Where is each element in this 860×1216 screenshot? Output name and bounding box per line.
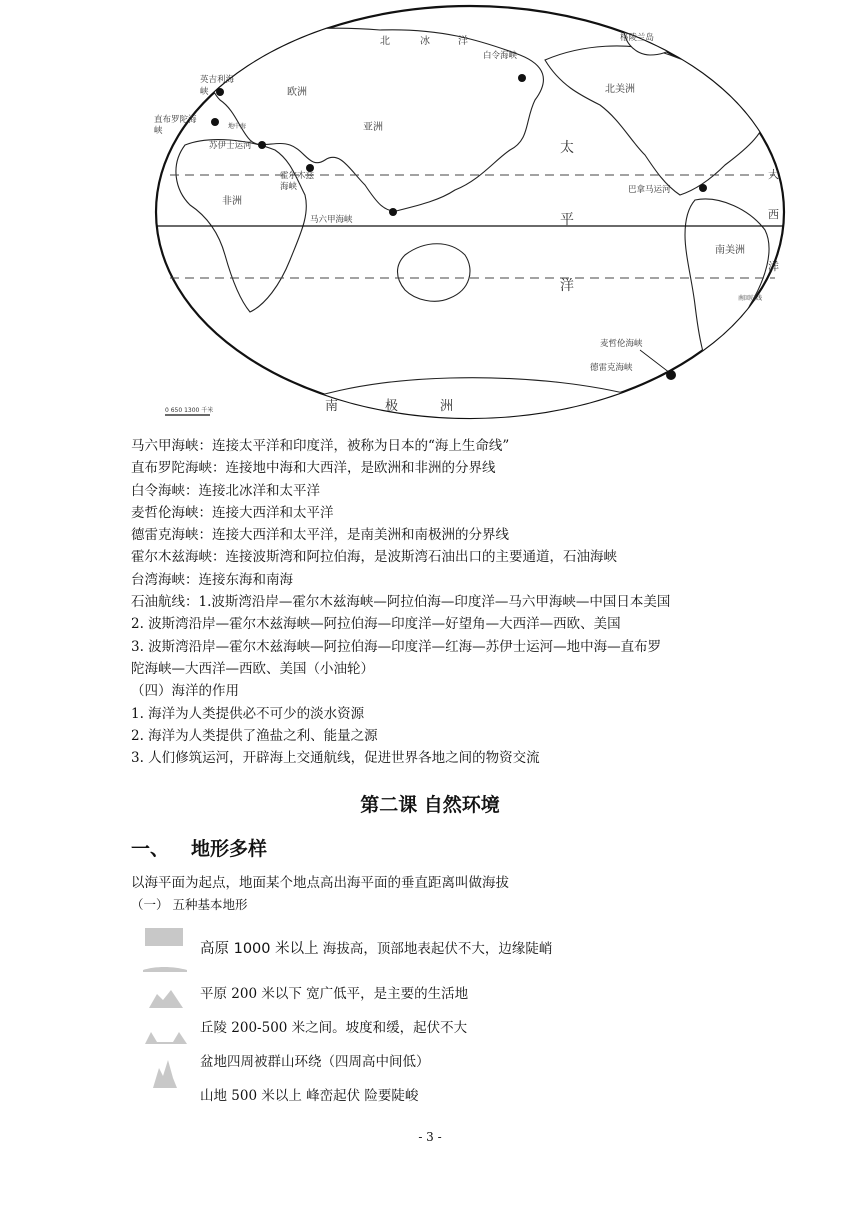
gibraltar-label-1: 直布罗陀海 (154, 115, 197, 125)
line-gibraltar: 直布罗陀海峡：连接地中海和大西洋，是欧洲和非洲的分界线 (131, 460, 496, 477)
plain-row: 平原 200 米以下 宽广低平，是主要的生活地 (200, 986, 469, 1002)
line-magellan: 麦哲伦海峡：连接大西洋和太平洋 (131, 504, 334, 521)
landform-icons-svg (143, 920, 189, 1100)
english-channel-marker (216, 88, 224, 96)
strait-notes (131, 435, 751, 769)
panama-label: 巴拿马运河 (628, 185, 671, 195)
line-taiwan: 台湾海峡：连接东海和南海 (131, 571, 293, 588)
suez-label: 苏伊士运河 (209, 141, 252, 151)
greenland-label: 格陵兰岛 (620, 33, 655, 43)
line-oil-route-3-cont: 陀海峡—大西洋—西欧、美国（小油轮） (131, 660, 374, 677)
hormuz-label-1: 霍尔木兹 (280, 171, 315, 181)
line-hormuz: 霍尔木兹海峡：连接波斯湾和阿拉伯海，是波斯湾石油出口的主要通道，石油海峡 (131, 549, 617, 566)
plateau-row (200, 937, 552, 958)
section-heading (131, 834, 267, 861)
scale-label: 0 650 1300 千米 (165, 407, 214, 414)
pacific-char-2: 平 (560, 212, 574, 228)
atlantic-char-3: 洋 (768, 260, 779, 273)
arctic-char-3: 洋 (458, 36, 468, 47)
line-oil-route-1: 石油航线：1.波斯湾沿岸—霍尔木兹海峡—阿拉伯海—印度洋—马六甲海峡—中国日本美国 (131, 594, 671, 611)
mountain-row: 山地 500 米以上 峰峦起伏 险要陡峻 (200, 1088, 419, 1104)
plateau-icon (145, 928, 183, 946)
line-bering: 白令海峡：连接北冰洋和太平洋 (131, 482, 320, 499)
north-america-label: 北美洲 (605, 84, 635, 95)
magellan-label: 麦哲伦海峡 (600, 339, 643, 349)
basin-row: 盆地四周被群山环绕（四周高中间低） (200, 1054, 430, 1070)
arctic-char-2: 冰 (420, 36, 430, 47)
hill-row: 丘陵 200-500 米之间。坡度和缓，起伏不大 (200, 1020, 468, 1036)
gibraltar-marker (211, 118, 219, 126)
english-channel-label-1: 英吉利海 (200, 75, 235, 85)
line-ocean-role-2: 2. 海洋为人类提供了渔盐之利、能量之源 (131, 727, 378, 744)
line-ocean-role-heading: （四）海洋的作用 (131, 683, 239, 700)
suez-marker (258, 141, 266, 149)
panama-marker (699, 184, 707, 192)
tropic-label: 南回归线 (738, 295, 763, 302)
antarctica-char-1: 南 (325, 399, 339, 414)
bering-label: 白令海峡 (483, 51, 518, 61)
line-oil-route-3: 3. 波斯湾沿岸—霍尔木兹海峡—阿拉伯海—印度洋—红海—苏伊士运河—地中海—直布罗 (131, 638, 662, 655)
line-ocean-role-1: 1. 海洋为人类提供必不可少的淡水资源 (131, 705, 365, 722)
europe-label: 欧洲 (287, 87, 307, 98)
basin-icon (145, 1032, 187, 1044)
hormuz-label-2: 海峡 (280, 182, 298, 192)
mountain-icon (153, 1060, 177, 1088)
pacific-char-1: 太 (560, 140, 574, 156)
landform-subheading: （一） 五种基本地形 (131, 897, 248, 912)
world-strait-map (150, 0, 790, 430)
mediterranean-label: 地中海 (228, 123, 247, 130)
gibraltar-label-2: 峡 (154, 126, 163, 136)
altitude-definition: 以海平面为起点，地面某个地点高出海平面的垂直距离叫做海拔 (131, 875, 509, 891)
australia-shape (398, 244, 471, 302)
line-malacca: 马六甲海峡：连接太平洋和印度洋，被称为日本的“海上生命线” (131, 438, 510, 454)
drake-label: 德雷克海峡 (590, 363, 633, 373)
line-drake: 德雷克海峡：连接大西洋和太平洋，是南美洲和南极洲的分界线 (131, 527, 509, 544)
malacca-marker (389, 208, 397, 216)
south-america-label: 南美洲 (715, 245, 745, 256)
page-number: - 3 - (418, 1130, 442, 1144)
bering-marker (518, 74, 526, 82)
map-svg (150, 0, 790, 430)
arctic-char-1: 北 (380, 36, 390, 47)
malacca-label: 马六甲海峡 (310, 215, 353, 225)
hill-icon (149, 990, 183, 1008)
antarctica-char-2: 极 (385, 399, 399, 414)
plateau-desc: 海拔高，顶部地表起伏不大，边缘陡峭 (318, 941, 553, 957)
english-channel-label-2: 峡 (200, 87, 209, 97)
landform-icons (143, 920, 189, 1100)
atlantic-char-2: 西 (768, 208, 779, 221)
plain-icon (143, 967, 187, 972)
line-ocean-role-3: 3. 人们修筑运河，开辟海上交通航线，促进世界各地之间的物资交流 (131, 750, 540, 767)
section-title: 地形多样 (191, 838, 268, 860)
antarctica-char-3: 洲 (440, 399, 454, 414)
lesson-title: 第二课 自然环境 (360, 794, 500, 816)
section-number: 一、 (131, 838, 170, 860)
africa-label: 非洲 (222, 196, 242, 207)
line-oil-route-2: 2. 波斯湾沿岸—霍尔木兹海峡—阿拉伯海—印度洋—好望角—大西洋—西欧、美国 (131, 616, 621, 633)
plateau-title: 高原 1000 米以上 (200, 941, 319, 957)
atlantic-char-1: 大 (768, 168, 779, 181)
pacific-char-3: 洋 (560, 278, 574, 294)
asia-label: 亚洲 (363, 122, 383, 133)
